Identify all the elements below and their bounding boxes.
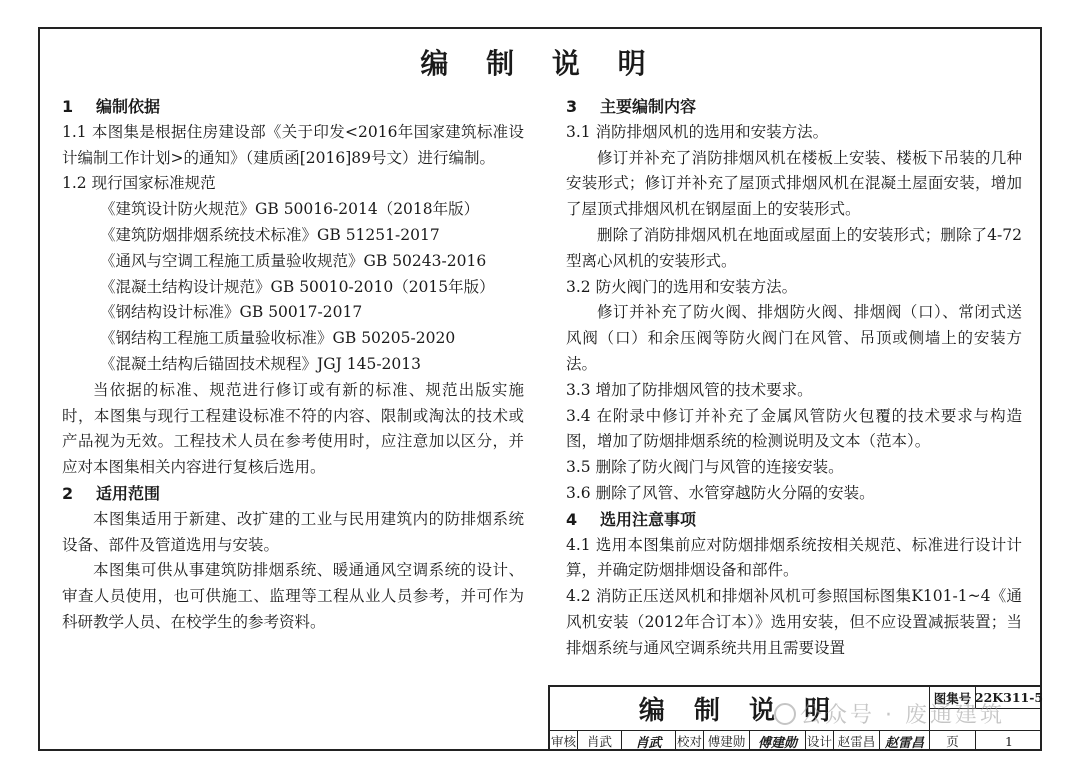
paragraph-1-3: 当依据的标准、规范进行修订或有新的标准、规范出版实施时，本图集与现行工程建设标准不符的内容、限制或淘汰的技术或产品视为无效。工程技术人员在参考使用时，应注意加以区分，并应对本图集相关内容进行复核后选用。: [62, 380, 524, 477]
designer-name: 赵雷昌: [834, 731, 880, 751]
watermark: [774, 698, 1005, 729]
page-label: 页: [930, 731, 976, 751]
paragraph-1-1: 1.1 本图集是根据住房建设部《关于印发<2016年国家建筑标准设计编制工作计划>的通知》（建质函[2016]89号文）进行编制。: [62, 122, 524, 167]
standard-item: 《混凝土结构设计规范》GB 50010-2010（2015年版）: [100, 277, 495, 296]
paragraph-4-2: 4.2 消防正压送风机和排烟补风机可参照国标图集K101-1~4《通风机安装（2012年合订本）》选用安装，但不应设置减振装置；当排烟系统与通风空调系统共用且需要设置: [566, 587, 1022, 657]
paragraph-3-1b: 删除了消防排烟风机在地面或屋面上的安装形式；删除了4-72型离心风机的安装形式。: [566, 225, 1022, 270]
paragraph-3-6: 3.6 删除了风管、水管穿越防火分隔的安装。: [566, 483, 875, 502]
checker-signature: 傅建勋: [750, 731, 806, 751]
title-block-title: 编 制 说 明: [550, 687, 930, 731]
paragraph-3-5: 3.5 删除了防火阀门与风管的连接安装。: [566, 458, 844, 477]
section-number: 3: [566, 97, 578, 116]
page-title: 编 制 说 明: [420, 47, 660, 80]
standard-item: 《混凝土结构后锚固技术规程》JGJ 145-2013: [100, 354, 422, 373]
section-4-heading: [566, 507, 1022, 533]
atlas-no: 22K311-5: [976, 687, 1042, 709]
section-title: 选用注意事项: [600, 509, 697, 529]
left-column: [62, 94, 524, 636]
paragraph-3-1a: 修订并补充了消防排烟风机在楼板上安装、楼板下吊装的几种安装形式；修订并补充了屋顶式排烟风机在混凝土屋面安装，增加了屋顶式排烟风机在钢屋面上的安装形式。: [566, 148, 1022, 219]
section-title: 编制依据: [96, 97, 161, 116]
section-1-heading: [62, 94, 524, 120]
reviewer-name: 肖武: [578, 731, 622, 751]
standard-item: 《建筑设计防火规范》GB 50016-2014（2018年版）: [100, 200, 480, 219]
standard-item: 《通风与空调工程施工质量验收规范》GB 50243-2016: [100, 251, 487, 270]
section-number: 2: [62, 483, 74, 503]
wechat-icon: [774, 703, 796, 725]
paragraph-2-1: 本图集适用于新建、改扩建的工业与民用建筑内的防排烟系统设备、部件及管道选用与安装。: [62, 509, 524, 554]
paragraph-3-2: 3.2 防火阀门的选用和安装方法。: [566, 277, 798, 296]
right-column: [566, 94, 1022, 662]
section-2-heading: [62, 481, 524, 507]
standard-item: 《钢结构工程施工质量验收标准》GB 50205-2020: [100, 329, 456, 348]
paragraph-3-2a: 修订并补充了防火阀、排烟防火阀、排烟阀（口）、常闭式送风阀（口）和余压阀等防火阀门在风管、吊顶或侧墙上的安装方法。: [566, 303, 1022, 373]
check-label: 校对: [676, 731, 704, 751]
designer-signature: 赵雷昌: [880, 731, 930, 751]
paragraph-3-1: 3.1 消防排烟风机的选用和安装方法。: [566, 122, 829, 141]
paragraph-2-2: 本图集可供从事建筑防排烟系统、暖通通风空调系统的设计、审查人员使用，也可供施工、监理等工程从业人员参考，并可作为科研教学人员、在校学生的参考资料。: [62, 561, 524, 631]
review-label: 审核: [550, 731, 578, 751]
page-number: 1: [1005, 733, 1013, 749]
watermark-text: 公众号 · 废通建筑: [800, 703, 1005, 728]
paragraph-1-2: 1.2 现行国家标准规范: [62, 174, 216, 193]
standard-item: 《钢结构设计标准》GB 50017-2017: [100, 303, 363, 322]
atlas-no-label: 图集号: [930, 687, 976, 709]
section-number: 1: [62, 97, 74, 116]
design-label: 设计: [806, 731, 834, 751]
reviewer-signature: 肖武: [622, 731, 676, 751]
standard-item: 《建筑防烟排烟系统技术标准》GB 51251-2017: [100, 225, 440, 244]
checker-name: 傅建勋: [704, 731, 750, 751]
paragraph-3-3: 3.3 增加了防排烟风管的技术要求。: [566, 380, 813, 399]
section-3-heading: [566, 94, 1022, 120]
section-title: 适用范围: [96, 483, 161, 503]
section-number: 4: [566, 509, 578, 529]
section-title: 主要编制内容: [600, 97, 697, 116]
paragraph-3-4: 3.4 在附录中修订并补充了金属风管防火包覆的技术要求与构造图，增加了防烟排烟系统的检测说明及文本（范本）。: [566, 406, 1022, 451]
paragraph-4-1: 4.1 选用本图集前应对防烟排烟系统按相关规范、标准进行设计计算，并确定防烟排烟设备和部件。: [566, 535, 1022, 580]
